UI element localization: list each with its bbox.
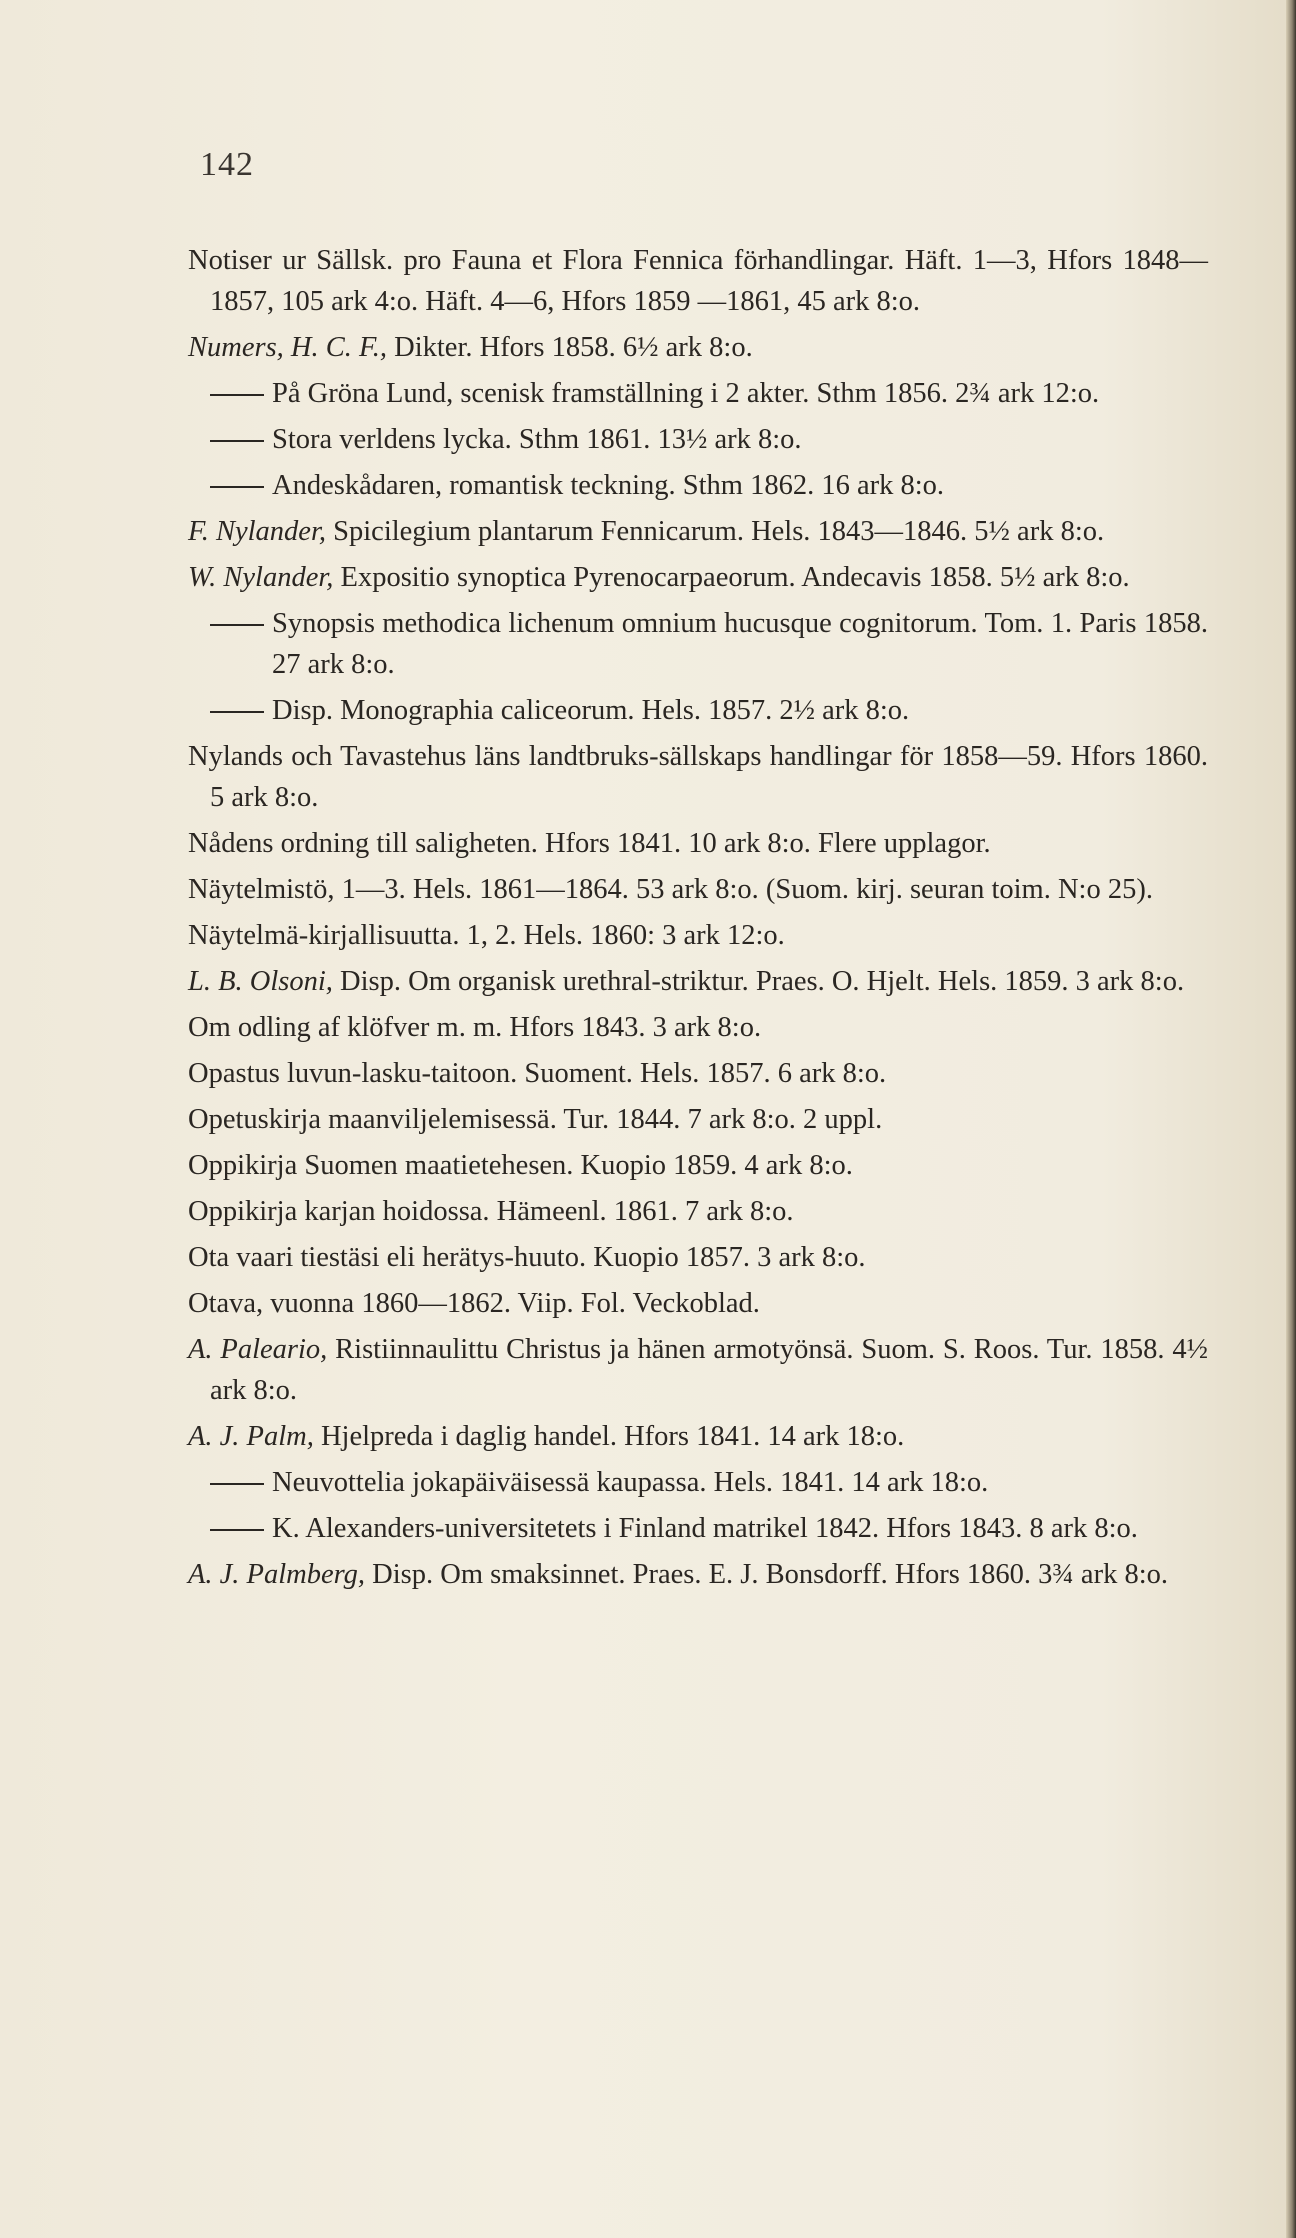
entry-text: Oppikirja Suomen maatietehesen. Kuopio 1859. 4 ark 8:o.	[188, 1150, 853, 1181]
bibliography-entry	[188, 1145, 1208, 1186]
entry-text: Nylands och Tavastehus läns landtbruks-sällskaps handlingar för 1858—59. Hfors 1860. 5 ark 8:o.	[188, 741, 1208, 813]
bibliography-entry	[188, 1053, 1208, 1094]
bibliography-entry	[188, 1007, 1208, 1048]
bibliography-entry-continuation	[188, 419, 1208, 460]
entry-author: A. J. Palmberg,	[188, 1559, 366, 1590]
bibliography-entry	[188, 327, 1208, 368]
bibliography-entry	[188, 915, 1208, 956]
entry-text: Disp. Monographia caliceorum. Hels. 1857. 2½ ark 8:o.	[272, 695, 910, 726]
page-number: 142	[200, 146, 254, 183]
bibliography-entry	[188, 961, 1208, 1002]
bibliography-entry	[188, 1329, 1208, 1411]
entry-text: Näytelmistö, 1—3. Hels. 1861—1864. 53 ark 8:o. (Suom. kirj. seuran toim. N:o 25).	[188, 874, 1153, 905]
bibliography-entry-continuation	[188, 1462, 1208, 1503]
entry-text: Andeskådaren, romantisk teckning. Sthm 1862. 16 ark 8:o.	[272, 470, 945, 501]
ditto-dash	[210, 711, 264, 713]
bibliography-entry	[188, 1237, 1208, 1278]
entry-text: På Gröna Lund, scenisk framställning i 2 akter. Sthm 1856. 2¾ ark 12:o.	[272, 378, 1100, 409]
bibliography-entry	[188, 240, 1208, 322]
entry-text: Otava, vuonna 1860—1862. Viip. Fol. Veckoblad.	[188, 1288, 760, 1319]
bibliography-entry	[188, 823, 1208, 864]
bibliography-entry	[188, 557, 1208, 598]
ditto-dash	[210, 1483, 264, 1485]
entry-author: Numers, H. C. F.,	[188, 332, 387, 363]
entry-author: A. Paleario,	[188, 1334, 328, 1365]
bibliography-entry	[188, 869, 1208, 910]
entry-text: Neuvottelia jokapäiväisessä kaupassa. Hels. 1841. 14 ark 18:o.	[272, 1467, 989, 1498]
entry-author: L. B. Olsoni,	[188, 966, 333, 997]
entry-author: A. J. Palm,	[188, 1421, 314, 1452]
bibliography-entry	[188, 1283, 1208, 1324]
ditto-dash	[210, 486, 264, 488]
ditto-dash	[210, 624, 264, 626]
entry-text: Näytelmä-kirjallisuutta. 1, 2. Hels. 1860: 3 ark 12:o.	[188, 920, 785, 951]
bibliography-entry	[188, 1554, 1208, 1595]
bibliography-entry	[188, 1191, 1208, 1232]
bibliography-list	[188, 240, 1208, 1600]
page-edge	[1286, 0, 1296, 2238]
entry-text: Opetuskirja maanviljelemisessä. Tur. 1844. 7 ark 8:o. 2 uppl.	[188, 1104, 883, 1135]
entry-text: Stora verldens lycka. Sthm 1861. 13½ ark 8:o.	[272, 424, 802, 455]
ditto-dash	[210, 394, 264, 396]
bibliography-entry	[188, 736, 1208, 818]
entry-text: Hjelpreda i daglig handel. Hfors 1841. 14 ark 18:o.	[320, 1421, 905, 1452]
entry-text: Expositio synoptica Pyrenocarpaeorum. Andecavis 1858. 5½ ark 8:o.	[340, 562, 1130, 593]
entry-text: Disp. Om smaksinnet. Praes. E. J. Bonsdorff. Hfors 1860. 3¾ ark 8:o.	[372, 1559, 1168, 1590]
bibliography-entry-continuation	[188, 603, 1208, 685]
ditto-dash	[210, 1529, 264, 1531]
entry-author: W. Nylander,	[188, 562, 334, 593]
ditto-dash	[210, 440, 264, 442]
bibliography-entry-continuation	[188, 1508, 1208, 1549]
entry-text: Ristiinnaulittu Christus ja hänen armotyönsä. Suom. S. Roos. Tur. 1858. 4½ ark 8:o.	[210, 1334, 1208, 1406]
entry-text: K. Alexanders-universitetets i Finland matrikel 1842. Hfors 1843. 8 ark 8:o.	[272, 1513, 1138, 1544]
entry-text: Synopsis methodica lichenum omnium hucusque cognitorum. Tom. 1. Paris 1858. 27 ark 8:o.	[272, 608, 1208, 680]
bibliography-entry-continuation	[188, 690, 1208, 731]
entry-text: Notiser ur Sällsk. pro Fauna et Flora Fennica förhandlingar. Häft. 1—3, Hfors 1848—1857, 105 ark 4:o. Häft. 4—6, Hfors 1859 —1861, 45 ark 8:o.	[188, 245, 1208, 317]
entry-text: Opastus luvun-lasku-taitoon. Suoment. Hels. 1857. 6 ark 8:o.	[188, 1058, 887, 1089]
bibliography-entry	[188, 1416, 1208, 1457]
entry-text: Oppikirja karjan hoidossa. Hämeenl. 1861. 7 ark 8:o.	[188, 1196, 794, 1227]
entry-text: Ota vaari tiestäsi eli herätys-huuto. Kuopio 1857. 3 ark 8:o.	[188, 1242, 866, 1273]
bibliography-entry	[188, 511, 1208, 552]
entry-text: Disp. Om organisk urethral-striktur. Praes. O. Hjelt. Hels. 1859. 3 ark 8:o.	[340, 966, 1185, 997]
entry-text: Spicilegium plantarum Fennicarum. Hels. 1843—1846. 5½ ark 8:o.	[333, 516, 1105, 547]
entry-author: F. Nylander,	[188, 516, 327, 547]
entry-text: Dikter. Hfors 1858. 6½ ark 8:o.	[394, 332, 753, 363]
bibliography-entry-continuation	[188, 373, 1208, 414]
entry-text: Nådens ordning till saligheten. Hfors 1841. 10 ark 8:o. Flere upplagor.	[188, 828, 991, 859]
entry-text: Om odling af klöfver m. m. Hfors 1843. 3 ark 8:o.	[188, 1012, 762, 1043]
bibliography-entry-continuation	[188, 465, 1208, 506]
bibliography-entry	[188, 1099, 1208, 1140]
